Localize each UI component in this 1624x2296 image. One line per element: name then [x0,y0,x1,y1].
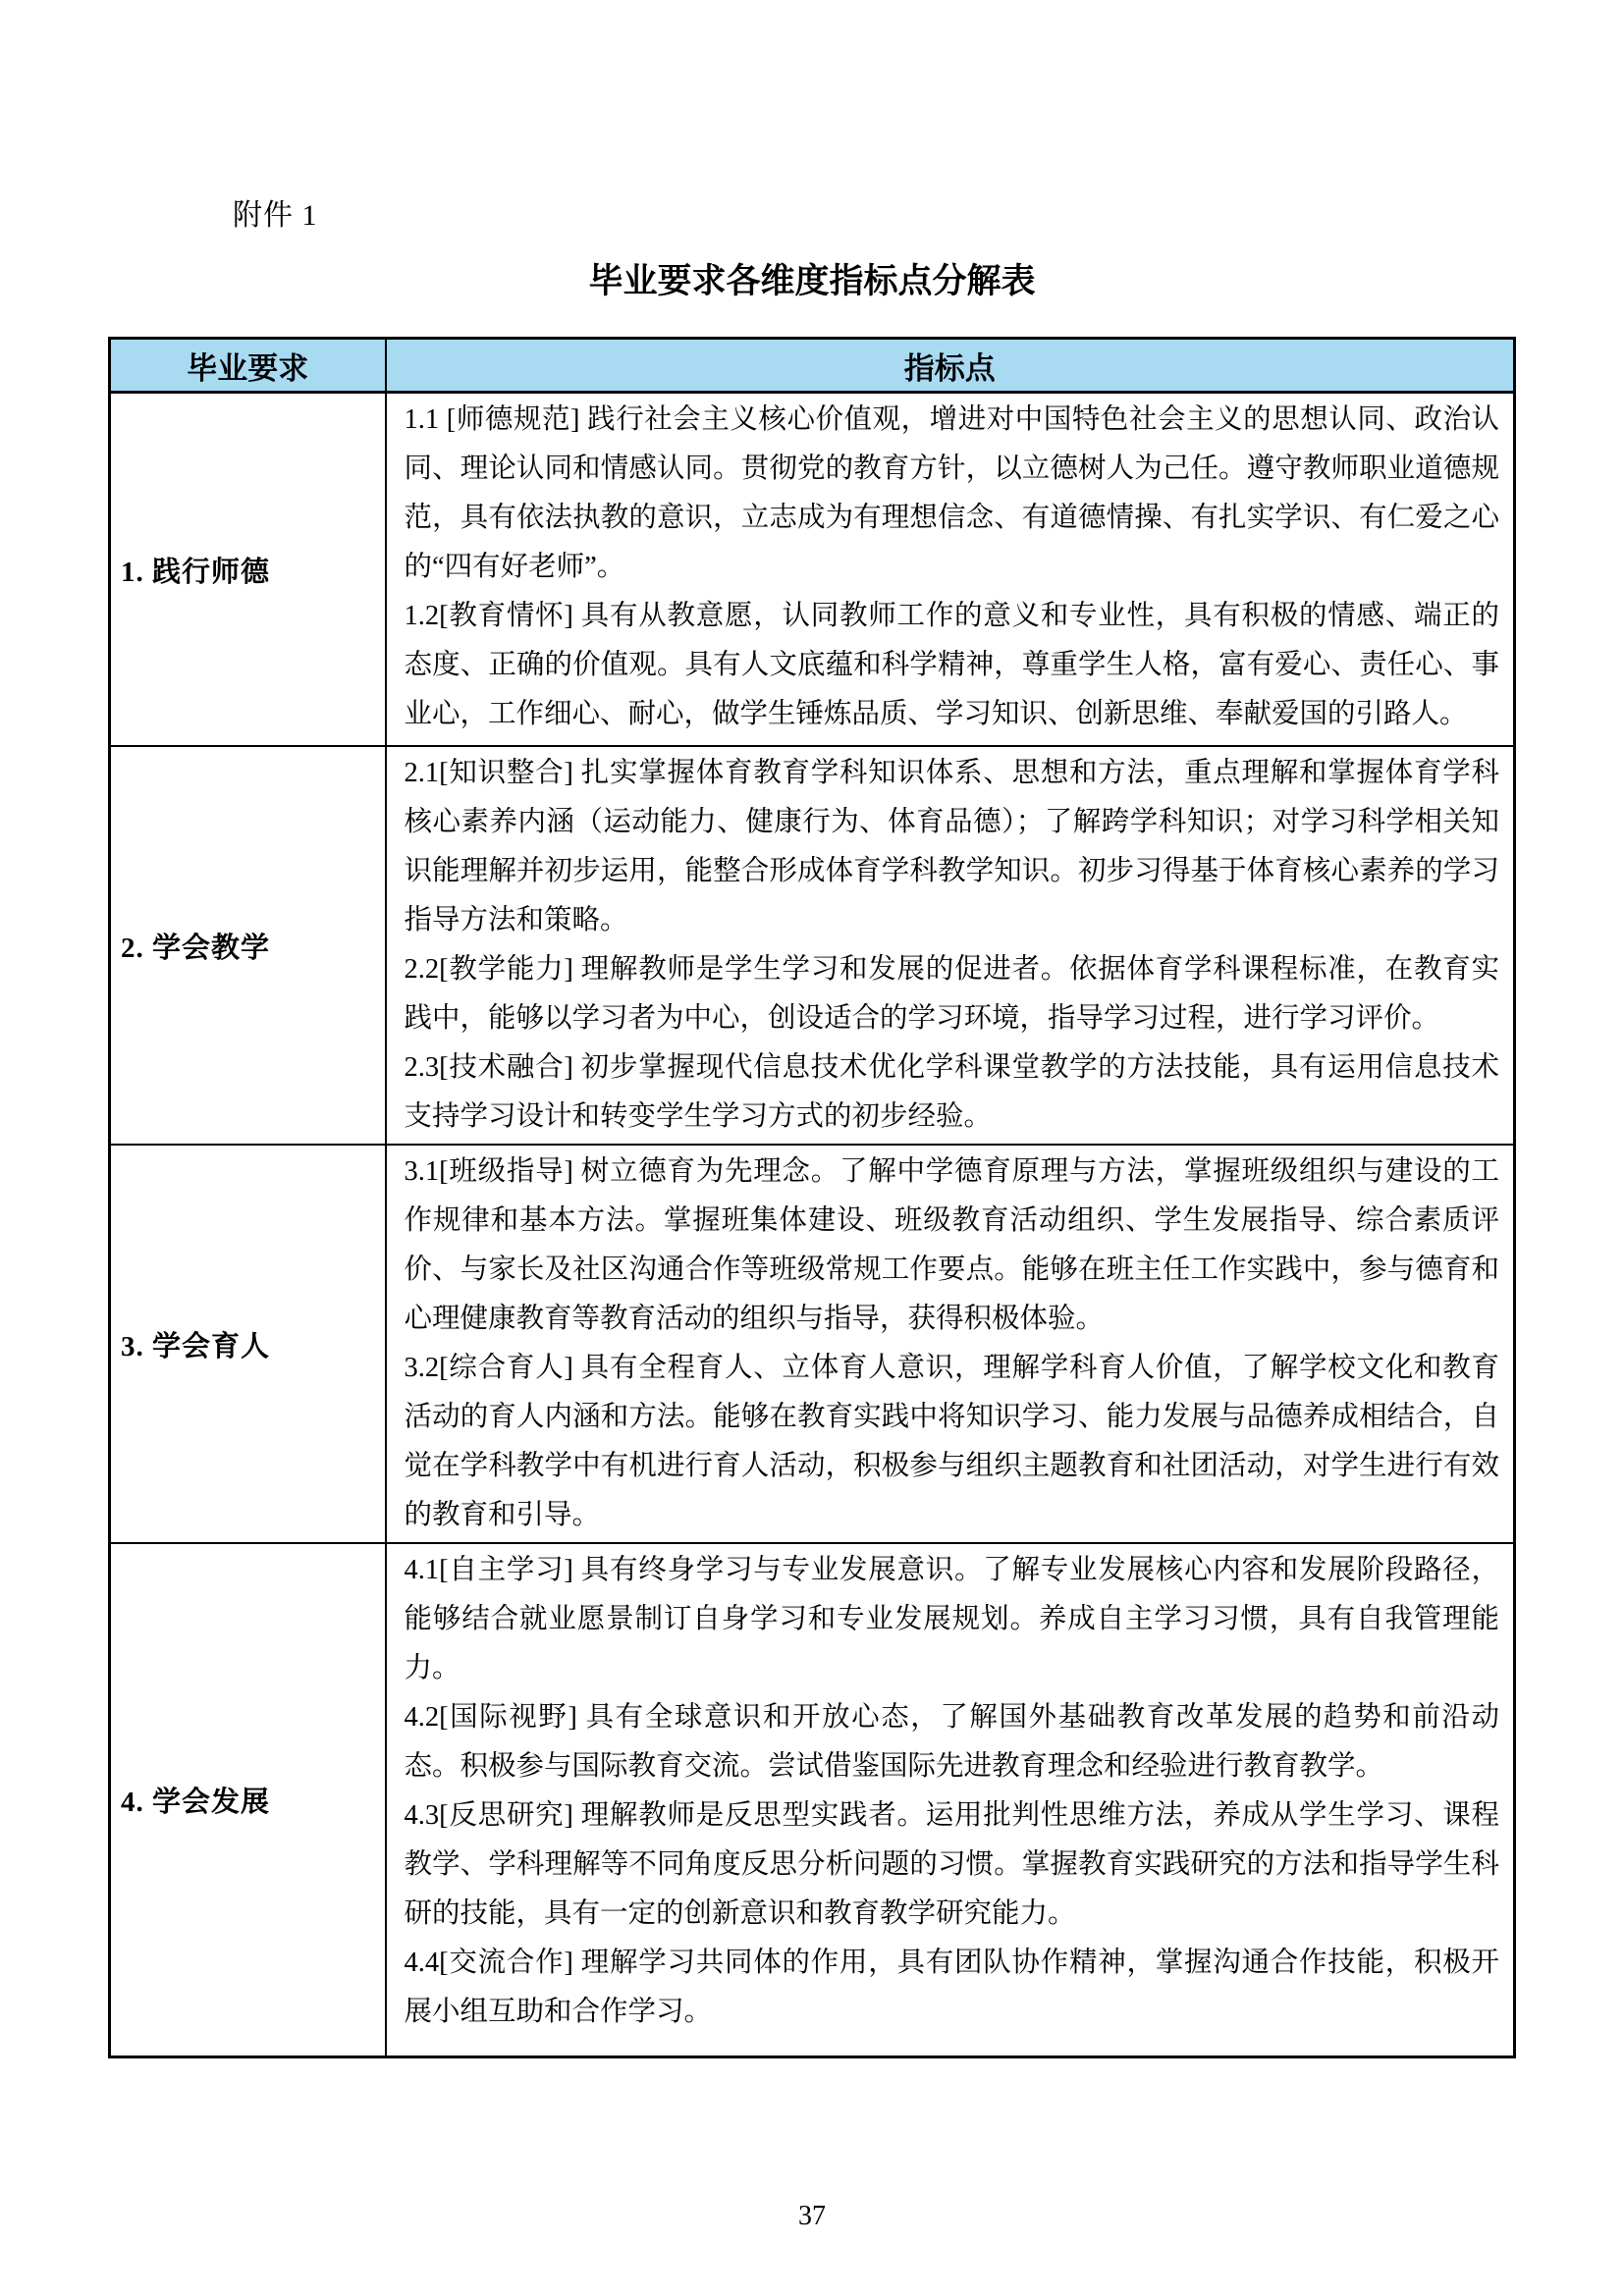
indicator-paragraph: 2.3[技术融合] 初步掌握现代信息技术优化学科课堂教学的方法技能，具有运用信息技术支持学习设计和转变学生学习方式的初步经验。 [404,1052,1499,1132]
table-row [110,1543,1515,2057]
indicator-paragraph: 3.1[班级指导] 树立德育为先理念。了解中学德育原理与方法，掌握班级组织与建设的工作规律和基本方法。掌握班集体建设、班级教育活动组织、学生发展指导、综合素质评价、与家长及社区沟通合作等班级常规工作要点。能够在班主任工作实践中，参与德育和心理健康教育等教育活动的组织与指导，获得积极体验。 [404,1156,1499,1334]
requirement-label: 2. 学会教学 [121,932,271,964]
requirement-label: 3. 学会育人 [121,1330,271,1362]
attachment-label: 附件 1 [233,199,318,232]
indicator-cell [386,1145,1515,1543]
column-header-indicator: 指标点 [386,339,1515,393]
indicator-paragraph: 4.4[交流合作] 理解学习共同体的作用，具有团队协作精神，掌握沟通合作技能，积极开展小组互助和合作学习。 [404,1948,1499,2027]
indicator-paragraph: 1.2[教育情怀] 具有从教意愿，认同教师工作的意义和专业性，具有积极的情感、端正的态度、正确的价值观。具有人文底蕴和科学精神，尊重学生人格，富有爱心、责任心、事业心，工作细心、耐心，做学生锤炼品质、学习知识、创新思维、奉献爱国的引路人。 [404,601,1499,729]
indicator-paragraph: 2.2[教学能力] 理解教师是学生学习和发展的促进者。依据体育学科课程标准，在教育实践中，能够以学习者为中心，创设适合的学习环境，指导学习过程，进行学习评价。 [404,954,1499,1034]
requirements-table [108,337,1516,2058]
requirement-label: 1. 践行师德 [121,556,271,588]
table-body [110,393,1515,2057]
indicator-cell [386,746,1515,1145]
indicator-paragraph: 3.2[综合育人] 具有全程育人、立体育人意识，理解学科育人价值，了解学校文化和教育活动的育人内涵和方法。能够在教育实践中将知识学习、能力发展与品德养成相结合，自觉在学科教学中有机进行育人活动，积极参与组织主题教育和社团活动，对学生进行有效的教育和引导。 [404,1353,1499,1530]
indicator-cell [386,1543,1515,2057]
requirement-cell [110,746,386,1145]
indicator-paragraph: 4.2[国际视野] 具有全球意识和开放心态，了解国外基础教育改革发展的趋势和前沿动态。积极参与国际教育交流。尝试借鉴国际先进教育理念和经验进行教育教学。 [404,1702,1499,1782]
indicator-cell [386,393,1515,747]
page-number: 37 [798,2201,826,2231]
requirement-cell [110,1543,386,2057]
requirement-cell [110,393,386,747]
indicator-paragraph: 4.1[自主学习] 具有终身学习与专业发展意识。了解专业发展核心内容和发展阶段路径，能够结合就业愿景制订自身学习和专业发展规划。养成自主学习习惯，具有自我管理能力。 [404,1555,1499,1683]
requirement-label: 4. 学会发展 [121,1787,271,1818]
table-row [110,393,1515,747]
indicator-paragraph: 1.1 [师德规范] 践行社会主义核心价值观，增进对中国特色社会主义的思想认同、政治认同、理论认同和情感认同。贯彻党的教育方针，以立德树人为己任。遵守教师职业道德规范，具有依法执教的意识，立志成为有理想信念、有道德情操、有扎实学识、有仁爱之心的“四有好老师”。 [404,404,1499,582]
table-header-row [110,339,1515,393]
requirement-cell [110,1145,386,1543]
indicator-paragraph: 4.3[反思研究] 理解教师是反思型实践者。运用批判性思维方法，养成从学生学习、课程教学、学科理解等不同角度反思分析问题的习惯。掌握教育实践研究的方法和指导学生科研的技能，具有一定的创新意识和教育教学研究能力。 [404,1800,1499,1929]
column-header-requirement: 毕业要求 [110,339,386,393]
table-row [110,746,1515,1145]
page-title: 毕业要求各维度指标点分解表 [588,262,1036,300]
table-header [110,339,1515,393]
indicator-paragraph: 2.1[知识整合] 扎实掌握体育教育学科知识体系、思想和方法，重点理解和掌握体育学科核心素养内涵（运动能力、健康行为、体育品德）；了解跨学科知识；对学习科学相关知识能理解并初步运用，能整合形成体育学科教学知识。初步习得基于体育核心素养的学习指导方法和策略。 [404,758,1499,935]
table-row [110,1145,1515,1543]
